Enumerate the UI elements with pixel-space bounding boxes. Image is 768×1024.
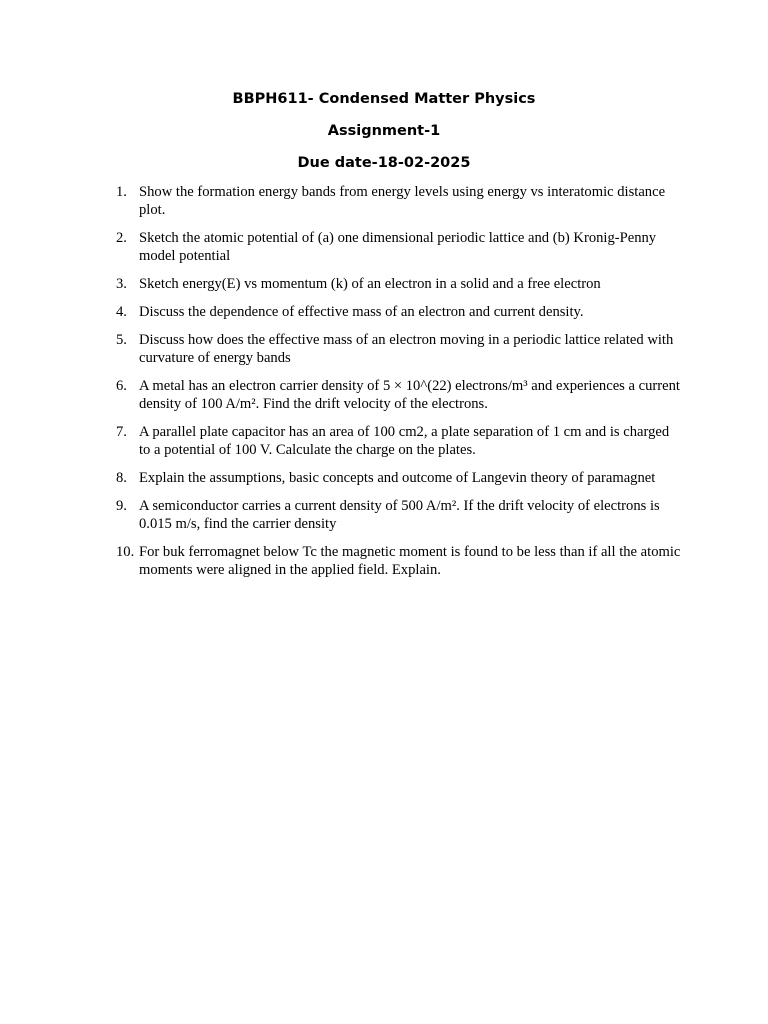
question-text: Discuss the dependence of effective mass of an electron and current density. [139, 303, 584, 320]
question-item [116, 331, 684, 368]
question-item [116, 423, 684, 460]
question-text: Sketch the atomic potential of (a) one dimensional periodic lattice and (b) Kronig-Penny model potential [139, 230, 657, 265]
question-number: 3. [116, 276, 127, 293]
assignment-title: Assignment-1 [327, 123, 441, 139]
question-number: 9. [116, 497, 127, 514]
question-text: For buk ferromagnet below Tc the magnetic moment is found to be less than if all the atomic moments were aligned in the applied field. Explain. [139, 543, 681, 579]
question-list [116, 183, 684, 589]
question-number: 1. [116, 184, 127, 200]
question-item [116, 469, 684, 487]
question-number: 2. [116, 230, 127, 247]
course-title: BBPH611- Condensed Matter Physics [232, 91, 536, 107]
question-item [116, 275, 684, 293]
question-number: 7. [116, 423, 127, 440]
question-text: Show the formation energy bands from energy levels using energy vs interatomic distance plot. [139, 184, 666, 219]
question-number: 8. [116, 470, 127, 487]
question-number: 5. [116, 331, 127, 348]
question-item [116, 377, 684, 414]
question-text: Explain the assumptions, basic concepts and outcome of Langevin theory of paramagnet [139, 470, 656, 487]
question-item [116, 497, 684, 534]
question-item [116, 183, 684, 220]
question-text: Discuss how does the effective mass of an electron moving in a periodic lattice related with curvature of energy bands [139, 331, 674, 367]
question-number: 6. [116, 377, 127, 394]
question-text: A parallel plate capacitor has an area of 100 cm2, a plate separation of 1 cm and is charged to a potential of 100 V. Calculate the charge on the plates. [139, 423, 670, 459]
question-number: 4. [116, 303, 127, 320]
question-number: 10. [116, 543, 135, 560]
question-text: A metal has an electron carrier density of 5 × 10^(22) electrons/m³ and experiences a current density of 100 A/m². Find the drift velocity of the electrons. [139, 377, 680, 413]
question-item [116, 303, 684, 321]
question-item [116, 229, 684, 266]
due-date: Due date-18-02-2025 [297, 155, 471, 171]
question-item [116, 543, 684, 580]
question-text: Sketch energy(E) vs momentum (k) of an electron in a solid and a free electron [139, 276, 601, 293]
question-text: A semiconductor carries a current density of 500 A/m². If the drift velocity of electrons is 0.015 m/s, find the carrier density [139, 497, 660, 533]
